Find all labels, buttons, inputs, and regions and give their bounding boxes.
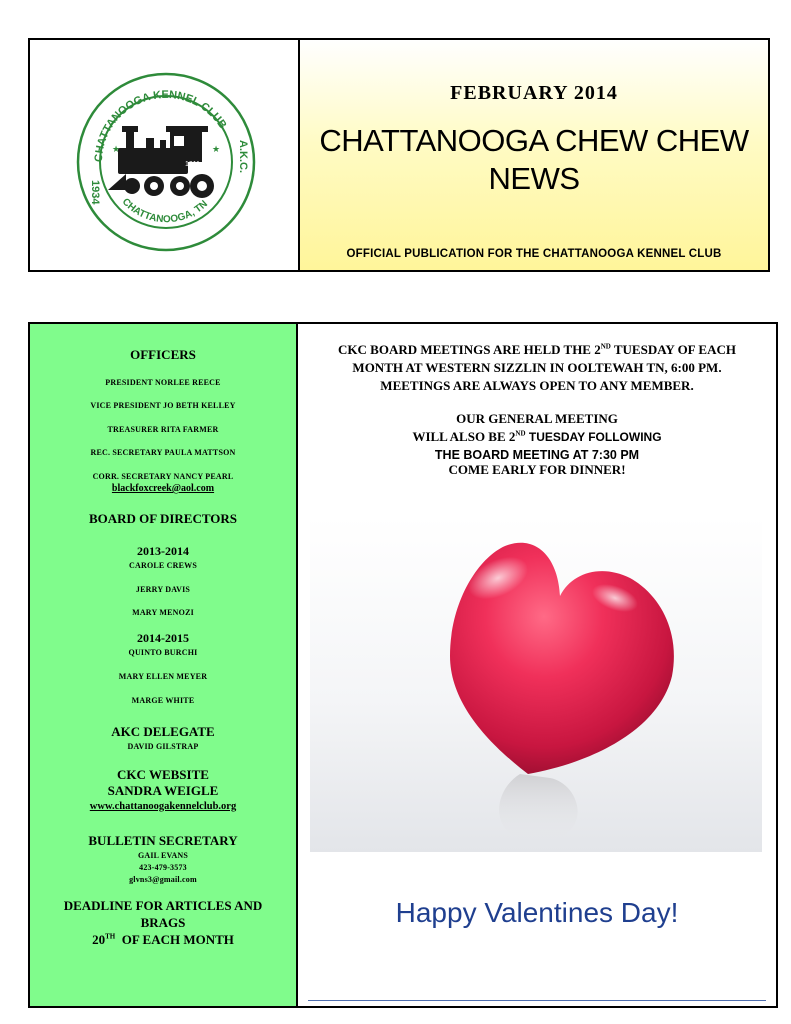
- deadline-line-1: DEADLINE FOR ARTICLES AND: [63, 898, 263, 913]
- bulletin-phone: 423-479-3573: [139, 863, 187, 872]
- content-area: [28, 322, 778, 1008]
- engine-number: 1011: [185, 161, 201, 168]
- main-column: [298, 324, 776, 1006]
- director: QUINTO BURCHI: [128, 648, 198, 657]
- akc-heading: AKC DELEGATE: [111, 724, 215, 739]
- board-meeting-line-2: MONTH AT WESTERN SIZZLIN IN OOLTEWAH TN, 6:00 PM.: [352, 360, 722, 375]
- akc-delegate: DAVID GILSTRAP: [127, 742, 199, 751]
- divider: [308, 1000, 766, 1001]
- director: CAROLE CREWS: [129, 561, 197, 570]
- general-meeting-line-1: OUR GENERAL MEETING: [456, 411, 618, 426]
- masthead: [28, 38, 770, 272]
- website-link[interactable]: www.chattanoogakennelclub.org: [89, 801, 237, 812]
- logo-right-text: A.K.C.: [237, 140, 249, 173]
- logo-cell: [30, 40, 300, 270]
- title-line-1: CHATTANOOGA CHEW CHEW: [319, 123, 749, 158]
- general-meeting-line-3: THE BOARD MEETING AT 7:30 PM: [434, 448, 640, 462]
- director: MARY MENOZI: [132, 608, 194, 617]
- board-heading: BOARD OF DIRECTORS: [88, 511, 238, 526]
- corr-secretary: CORR. SECRETARY NANCY PEARL: [92, 472, 234, 481]
- corr-email-link[interactable]: blackfoxcreek@aol.com: [111, 483, 215, 494]
- board-meeting-line-3: MEETINGS ARE ALWAYS OPEN TO ANY MEMBER.: [380, 378, 694, 393]
- officers-heading: OFFICERS: [130, 347, 196, 362]
- newsletter-title: [300, 122, 768, 198]
- logo-left-text: 1934: [89, 180, 101, 205]
- sidebar: [30, 324, 298, 1006]
- vice-president: VICE PRESIDENT JO BETH KELLEY: [90, 401, 236, 410]
- title-cell: [300, 40, 768, 270]
- bulletin-name: GAIL EVANS: [137, 851, 189, 860]
- president: PRESIDENT NORLEE REECE: [105, 378, 221, 387]
- bulletin-heading: BULLETIN SECRETARY: [88, 833, 238, 848]
- issue-month: FEBRUARY 2014: [450, 82, 618, 104]
- director: MARY ELLEN MEYER: [118, 672, 208, 681]
- star-icon: ★: [112, 144, 121, 154]
- board-meeting-line-1: CKC BOARD MEETINGS ARE HELD THE 2ND TUESDAY OF EACH: [338, 342, 736, 357]
- title-line-2: NEWS: [488, 161, 580, 196]
- kennel-club-logo: [30, 40, 298, 270]
- general-meeting-line-4: COME EARLY FOR DINNER!: [448, 462, 626, 477]
- logo-bottom-arc: CHATTANOOGA, TN: [119, 196, 210, 226]
- rec-secretary: REC. SECRETARY PAULA MATTSON: [90, 448, 236, 457]
- deadline-line-2: BRAGS: [140, 915, 186, 930]
- tagline: OFFICIAL PUBLICATION FOR THE CHATTANOOGA KENNEL CLUB: [346, 248, 722, 260]
- valentines-greeting: Happy Valentines Day!: [395, 897, 679, 928]
- website-person: SANDRA WEIGLE: [107, 783, 219, 798]
- general-meeting-line-2: WILL ALSO BE 2ND TUESDAY FOLLOWING: [412, 429, 662, 444]
- term-2014-2015: 2014-2015: [137, 631, 189, 645]
- director: MARGE WHITE: [131, 696, 195, 705]
- star-icon: ★: [212, 144, 221, 154]
- bulletin-email: glvns3@gmail.com: [129, 875, 197, 884]
- term-2013-2014: 2013-2014: [137, 544, 189, 558]
- deadline-line-3: 20TH OF EACH MONTH: [92, 932, 234, 947]
- website-heading: CKC WEBSITE: [117, 767, 209, 782]
- logo-top-arc: CHATTANOOGA KENNEL CLUB: [92, 88, 229, 163]
- director: JERRY DAVIS: [135, 585, 191, 594]
- heart-image: [310, 516, 762, 852]
- treasurer: TREASURER RITA FARMER: [107, 425, 219, 434]
